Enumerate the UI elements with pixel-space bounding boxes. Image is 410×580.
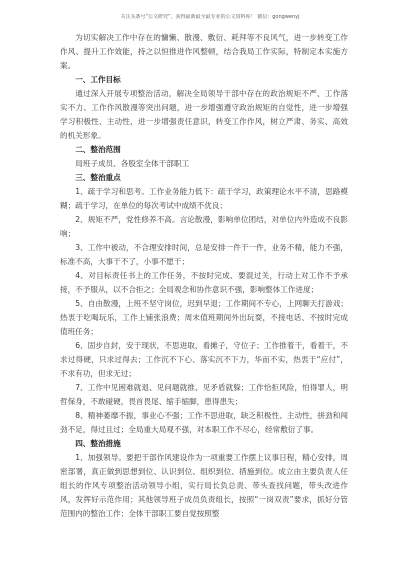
section-heading-measures: 四、整治措施 <box>75 439 121 448</box>
focus-item-8: 8、精神萎靡不振，事业心不强；工作不思进取，缺乏积极性、主动性，拼劲和闯劲不足，得过且过；全局重大局观不强，对本职工作不尽心，经常敷衍了事。 <box>60 411 348 434</box>
goals-paragraph: 通过深入开展专项整治活动，解决全局领导干部中存在的政治规矩不严、工作落实不力、工作作风散漫等突出问题，进一步增强遵守政治规矩的自觉性，进一步增强学习积极性、主动性，进一步增强责任意识，转变工作作风，树立严肃、务实、高效的机关形象。 <box>60 89 348 140</box>
focus-item-4: 4、对目标责任书上的工作任务，不按时完成、要混过关，行动上对工作不予承接，不予服从，以不合拒之；全局观念和协作意识不强，影响整体工作进度； <box>60 271 348 294</box>
focus-item-5: 5、自由散漫，上班不坚守岗位，迟到早退；工作期间不专心，上网聊天打游戏；热衷于吃喝玩乐，工作上铺张浪费；周末值班期间外出玩耍，不接电话、不按时完成值班任务； <box>60 299 348 336</box>
measures-item-1: 1、加强领导。要把干部作风建设作为一项重要工作摆上议事日程，精心安排，周密部署，真正做到思想到位、认识到位、组织到位、措施到位。成立由主要负责人任组长的作风专项整治活动领导小组，实行局长负总责、带头查找问题，带头改进作风，发挥好示范作用；其他领导班子成员负责组长，按照“一岗双责”要求，抓好分管范围内的整治工作；全体干部职工要自觉按照整 <box>60 453 348 518</box>
focus-item-1: 1、疏于学习和思考。工作业务能力低下：疏于学习，政策理论水平不清，思路模糊；疏于学习，在单位的每次考试中成绩不优良； <box>60 187 348 210</box>
focus-item-3: 3、工作中被动，不合理安排时间，总是安排一件干一件，业务不精，能力不强，标准不高，大事干不了，小事不愿干； <box>60 243 348 266</box>
header-note: 关注头条号“公文研究”，获得最新最全最专业的公文资料库！ 微信：gongwenyj <box>120 14 300 20</box>
section-heading-goals: 一、工作目标 <box>75 75 121 84</box>
scope-paragraph: 局班子成员、各股室全体干部职工 <box>75 159 190 168</box>
focus-item-2: 2、规矩不严，党性修养不高。言论散漫，影响单位团结，对单位内外造成不良影响； <box>60 215 348 238</box>
focus-item-6: 6、固步自封，安于现状，不思进取，看摊子，守位子；工作推着干，看着干，不求过得硬，只求过得去；工作沉不下心、落实沉不下力，华而不实，热衷于“应付”，不求有功，但求无过； <box>60 341 348 378</box>
intro-paragraph: 为切实解决工作中存在的慵懒、散漫、敷衍、耗拜等不良风气，进一步转变工作作风、提升工作效能，持之以恒推进作风整顿，结合我局工作实际，特制定本实施方案。 <box>60 33 348 70</box>
section-heading-focus: 三、整治重点 <box>75 173 121 182</box>
focus-item-7: 7、工作中见困难就退、见问题就推、见矛盾就躲；工作恰拒风险，怕得罪人，明哲保身，不敢碰硬，畏首畏尾、缩手缩脚，患得患失； <box>60 383 348 406</box>
section-heading-scope: 二、整治范围 <box>75 145 121 154</box>
document-body <box>60 31 348 521</box>
